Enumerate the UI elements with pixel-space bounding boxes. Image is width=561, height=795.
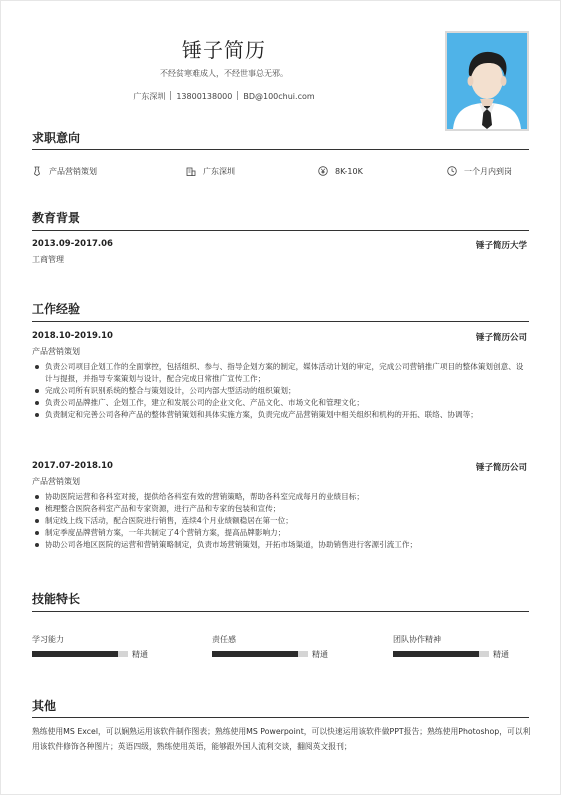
- clock-icon: [447, 166, 457, 176]
- list-item: 负责公司品牌推广、企划工作，建立和发展公司的企业文化、产品文化、市场文化和管理文化；: [32, 397, 529, 409]
- skill-bar-fill: [212, 651, 298, 657]
- other-description: 熟练使用MS Excel，可以娴熟运用该软件制作图表；熟练使用MS Powerpoint，可以快速运用该软件做PPT报告；熟练使用Photoshop，可以利用该软件修饰各种图片；英语四级，熟练使用英语，能够跟外国人流利交谈，翻阅英文报刊；: [32, 727, 531, 751]
- list-item: 负责制定和完善公司各种产品的整体营销策划和具体实施方案，负责完成产品营销策划中相关组织和机构的开拓、联络、协调等；: [32, 409, 529, 421]
- profile-photo: [445, 31, 529, 131]
- skill-level: 精通: [493, 650, 509, 659]
- skill-item: [393, 634, 543, 664]
- candidate-name: 锤子简历: [182, 38, 266, 62]
- skill-item: [32, 634, 182, 664]
- contact-line: [109, 91, 339, 102]
- building-icon: [186, 166, 196, 176]
- skill-item: [212, 634, 362, 664]
- job-1-role: 产品营销策划: [32, 347, 80, 356]
- job-2-role: 产品营销策划: [32, 477, 80, 486]
- section-divider: [32, 717, 529, 718]
- intention-availability: [447, 164, 512, 178]
- contact-separator: [237, 91, 238, 100]
- job-1-company: 锤子简历公司: [475, 333, 527, 343]
- intention-city: [186, 164, 235, 178]
- skill-bar-fill: [393, 651, 479, 657]
- contact-separator: [170, 91, 171, 100]
- job-1-duties: [32, 361, 529, 421]
- person-avatar-icon: [447, 33, 527, 129]
- motto: 不经贫寒难成人，不经世事总无邪。: [160, 69, 288, 78]
- section-divider: [32, 230, 529, 231]
- skill-bar: [32, 651, 128, 657]
- section-divider: [32, 149, 529, 150]
- tie-icon: [32, 166, 42, 176]
- intention-availability-text: 一个月内到岗: [464, 166, 512, 176]
- education-school: 锤子简历大学: [475, 241, 527, 251]
- section-title-other: 其他: [32, 699, 57, 713]
- skill-level: 精通: [312, 650, 328, 659]
- list-item: 协助医院运营和各科室对接，提供给各科室有效的营销策略，帮助各科室完成每月的业绩目标；: [32, 491, 529, 503]
- job-2-duties: [32, 491, 529, 551]
- yen-icon: [318, 166, 328, 176]
- skill-level: 精通: [132, 650, 148, 659]
- section-title-experience: 工作经验: [32, 302, 81, 316]
- skill-bar-fill: [32, 651, 118, 657]
- intention-salary: [318, 164, 363, 178]
- education-major: 工商管理: [32, 255, 64, 264]
- skill-bar: [212, 651, 308, 657]
- contact-location: 广东深圳: [133, 92, 166, 101]
- job-2-date: 2017.07-2018.10: [32, 461, 113, 471]
- skill-name: 团队协作精神: [393, 635, 441, 644]
- list-item: 负责公司项目企划工作的全面掌控，包括组织、参与、指导企划方案的制定，媒体活动计划的审定，完成公司营销推广项目的整体策划创意、设计与提报，并指导专案策划与设计，配合完成日常推广宣传工作；: [32, 361, 529, 385]
- intention-city-text: 广东深圳: [203, 166, 235, 176]
- education-date: 2013.09-2017.06: [32, 239, 113, 249]
- list-item: 协助公司各地区医院的运营和营销策略制定，负责市场营销策划，开拓市场渠道，协助销售进行客源引流工作；: [32, 539, 529, 551]
- section-title-skills: 技能特长: [32, 592, 81, 606]
- intention-salary-text: 8K-10K: [335, 166, 363, 176]
- section-divider: [32, 321, 529, 322]
- skill-name: 责任感: [212, 635, 236, 644]
- skill-name: 学习能力: [32, 635, 64, 644]
- list-item: 制定季度品牌营销方案，一年共制定了4个营销方案，提高品牌影响力；: [32, 527, 529, 539]
- job-2-company: 锤子简历公司: [475, 463, 527, 473]
- list-item: 制定线上线下活动，配合医院进行销售，连续4个月业绩额稳居在第一位；: [32, 515, 529, 527]
- job-1-date: 2018.10-2019.10: [32, 331, 113, 341]
- section-title-education: 教育背景: [32, 211, 81, 225]
- list-item: 完成公司所有识别系统的整合与策划设计，公司内部大型活动的组织策划；: [32, 385, 529, 397]
- intention-position-text: 产品营销策划: [49, 166, 97, 176]
- section-divider: [32, 611, 529, 612]
- contact-email: BD@100chui.com: [243, 92, 315, 101]
- intention-position: [32, 164, 97, 178]
- skill-bar: [393, 651, 489, 657]
- contact-phone: 13800138000: [176, 92, 233, 101]
- section-title-intention: 求职意向: [32, 131, 81, 145]
- list-item: 梳理整合医院各科室产品和专家资源，进行产品和专家的包装和宣传；: [32, 503, 529, 515]
